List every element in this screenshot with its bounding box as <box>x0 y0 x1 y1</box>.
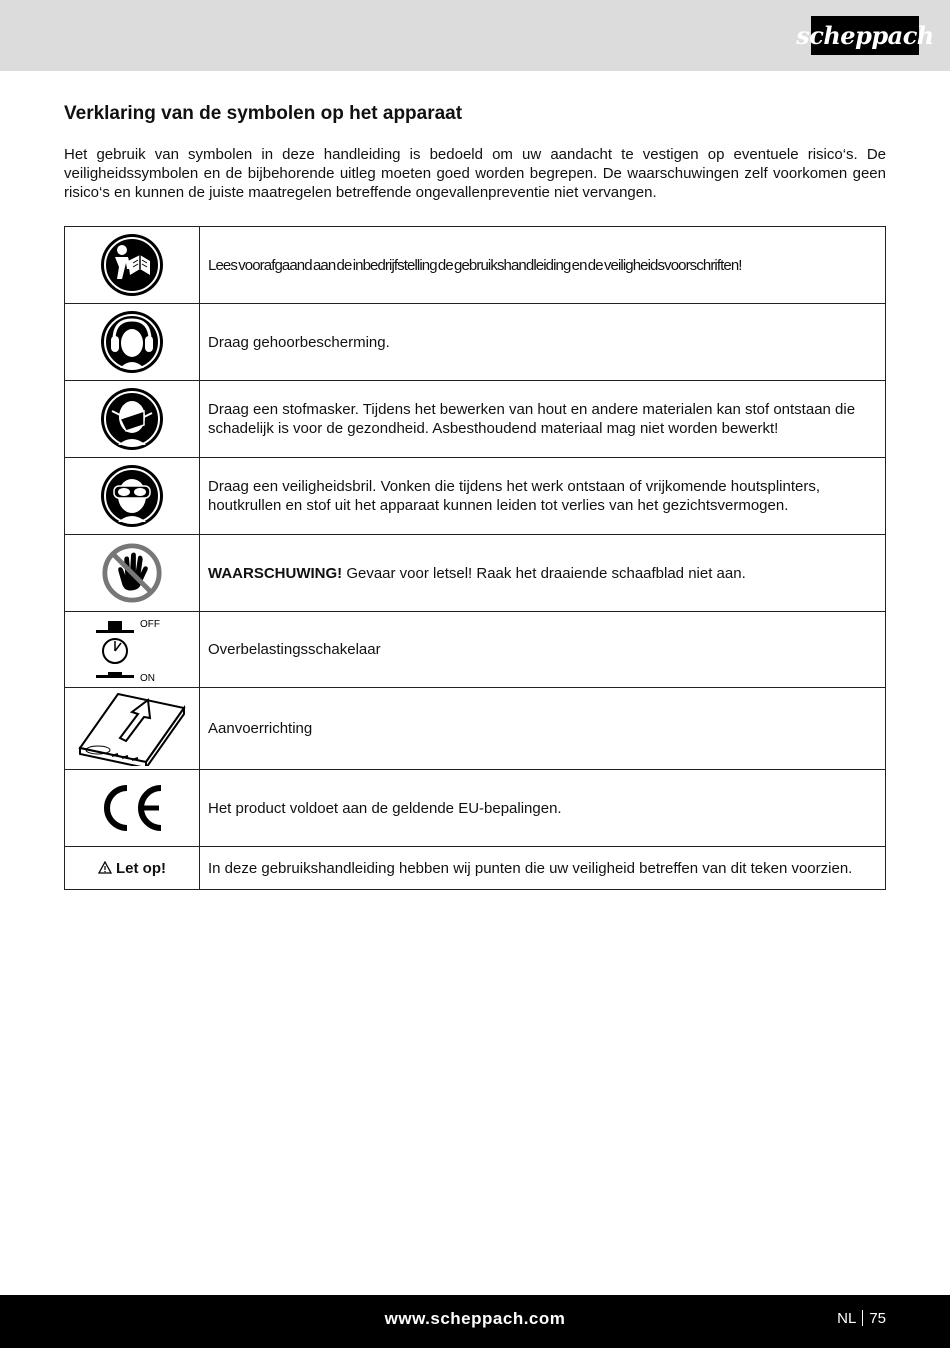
page-title: Verklaring van de symbolen op het apparaat <box>64 103 463 124</box>
footer-band <box>0 1295 950 1348</box>
row-description: Overbelastingsschakelaar <box>200 612 886 688</box>
overload-switch-icon <box>92 615 172 685</box>
let-op-label: Let op! <box>98 860 166 877</box>
on-label: ON <box>140 672 155 684</box>
row-description: WAARSCHUWING! Gevaar voor letsel! Raak het draaiende schaafblad niet aan. <box>200 535 886 612</box>
read-manual-icon <box>100 233 164 297</box>
dust-mask-icon <box>100 387 164 451</box>
symbols-table <box>64 226 886 890</box>
table-row <box>65 381 886 458</box>
intro-paragraph: Het gebruik van symbolen in deze handleiding is bedoeld om uw aandacht te vestigen op eventuele risico‘s. De veiligheidssymbolen en de bijbehorende uitleg moeten goed worden begrepen. De waarschuwingen zelf voorkomen geen risico‘s en kunnen de juiste maatregelen betreffende ongevallenpreventie niet vervangen. <box>64 146 886 201</box>
table-row <box>65 304 886 381</box>
brand-logo: scheppach <box>811 16 919 55</box>
no-touch-hand-icon <box>101 542 163 604</box>
separator <box>862 1310 863 1326</box>
feed-direction-icon <box>76 692 188 766</box>
row-description: In deze gebruikshandleiding hebben wij punten die uw veiligheid betreffen van dit teken voorzien. <box>200 847 886 890</box>
row-description: Lees voorafgaand aan de inbedrijfstelling de gebruikshandleiding en de veiligheidsvoorschriften! <box>200 227 886 304</box>
warning-label: WAARSCHUWING! <box>208 564 343 582</box>
table-row <box>65 458 886 535</box>
table-row <box>65 770 886 847</box>
row-description: Draag een veiligheidsbril. Vonken die tijdens het werk ontstaan of vrijkomende houtsplinters, houtkrullen en stof uit het apparaat kunnen leiden tot verlies van het gezichtsvermogen. <box>200 458 886 535</box>
hearing-protection-icon <box>100 310 164 374</box>
table-row <box>65 688 886 770</box>
footer-url[interactable]: www.scheppach.com <box>384 1309 566 1328</box>
row-description: Het product voldoet aan de geldende EU-bepalingen. <box>200 770 886 847</box>
ce-mark-icon <box>97 782 167 834</box>
row-description: Aanvoerrichting <box>200 688 886 770</box>
row-description: Draag een stofmasker. Tijdens het bewerken van hout en andere materialen kan stof ontstaan die schadelijk is voor de gezondheid. Asbesthoudend materiaal mag niet worden bewerkt! <box>200 381 886 458</box>
row-description: Draag gehoorbescherming. <box>200 304 886 381</box>
off-label: OFF <box>140 618 160 630</box>
page-number: NL 75 <box>837 1310 886 1327</box>
table-row <box>65 227 886 304</box>
warning-triangle-icon <box>98 861 112 874</box>
table-row <box>65 847 886 890</box>
safety-goggles-icon <box>100 464 164 528</box>
table-row <box>65 535 886 612</box>
table-row <box>65 612 886 688</box>
